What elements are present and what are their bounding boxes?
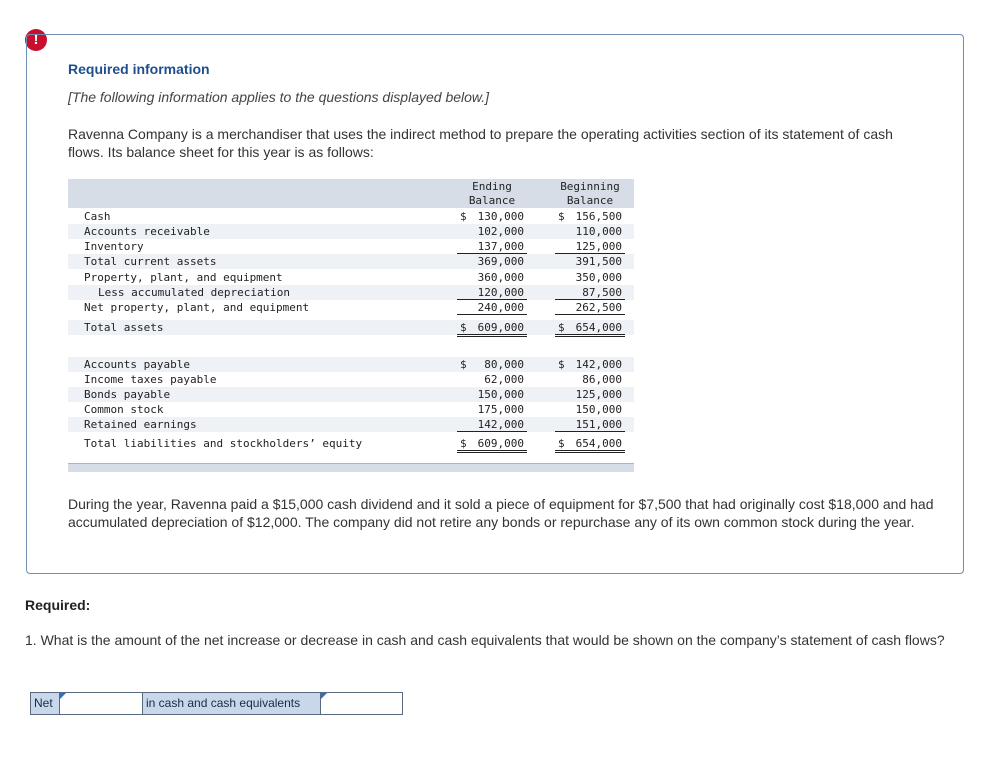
cash-amount-input[interactable] [320,693,402,714]
balance-sheet-row [68,372,634,387]
ending-balance-cell [457,402,527,416]
table-header-band [68,179,634,208]
amount: 151,000 [575,418,622,431]
amount: 120,000 [477,286,524,299]
balance-sheet-row [68,300,634,315]
amount: 102,000 [477,225,524,238]
balance-sheet-row [68,239,634,254]
amount: 262,500 [575,301,622,314]
row-label: Accounts receivable [84,225,210,238]
input-flag-icon [60,693,66,699]
dollar-sign: $ [460,437,467,450]
required-title: Required: [25,597,91,613]
balance-sheet-row [68,209,634,224]
balance-sheet-row [68,285,634,300]
ending-balance-cell [457,239,527,254]
amount: 87,500 [582,286,622,299]
amount: 369,000 [477,255,524,268]
amount: 86,000 [582,373,622,386]
amount: 156,500 [575,210,622,223]
balance-sheet-row [68,417,634,432]
ending-balance-cell [457,357,527,371]
header-ending-line2: Balance [468,194,516,207]
row-label: Inventory [84,240,144,253]
beginning-balance-cell [555,320,625,337]
ending-balance-cell [457,417,527,432]
row-label: Less accumulated depreciation [98,286,291,299]
beginning-balance-cell [555,209,625,223]
amount: 137,000 [477,240,524,253]
amount: 350,000 [575,271,622,284]
dollar-sign: $ [460,358,467,371]
dollar-sign: $ [460,210,467,223]
beginning-balance-cell [555,372,625,386]
dollar-sign: $ [558,210,565,223]
alert-icon: ! [25,29,47,51]
amount: 142,000 [477,418,524,431]
balance-sheet-row [68,254,634,269]
row-label: Total liabilities and stockholders’ equity [84,437,363,450]
amount: 130,000 [477,210,524,223]
row-label: Net property, plant, and equipment [84,301,310,314]
ending-balance-cell [457,372,527,386]
net-direction-input[interactable] [59,693,143,714]
balance-sheet-row [68,402,634,417]
balance-sheet-row [68,387,634,402]
amount: 150,000 [575,403,622,416]
beginning-balance-cell [555,254,625,268]
ending-balance-cell [457,270,527,284]
row-label: Cash [84,210,111,223]
beginning-balance-cell [555,357,625,371]
table-footer-band [68,463,634,472]
amount: 80,000 [484,358,524,371]
intro-text: Ravenna Company is a merchandiser that uses the indirect method to prepare the operating activities section of its statement of cash flows. Its balance sheet for this year is as follows: [68,126,893,160]
ending-balance-cell [457,285,527,300]
dollar-sign: $ [558,321,565,334]
row-label: Bonds payable [84,388,171,401]
ending-balance-cell [457,387,527,401]
row-label: Total current assets [84,255,217,268]
row-label: Retained earnings [84,418,197,431]
amount: 391,500 [575,255,622,268]
row-label: Income taxes payable [84,373,217,386]
required-information-title: Required information [68,61,210,77]
header-beginning-line2: Balance [566,194,614,207]
amount: 609,000 [477,321,524,334]
answer-label-cash: in cash and cash equivalents [143,693,320,714]
header-beginning-line1: Beginning [560,180,620,193]
beginning-balance-cell [555,387,625,401]
balance-sheet-row [68,270,634,285]
input-flag-icon [321,693,327,699]
ending-balance-cell [457,209,527,223]
row-label: Accounts payable [84,358,190,371]
beginning-balance-cell [555,300,625,315]
beginning-balance-cell [555,270,625,284]
dollar-sign: $ [558,437,565,450]
ending-balance-cell [457,254,527,268]
amount: 609,000 [477,437,524,450]
ending-balance-cell [457,224,527,238]
header-ending-balance [457,180,527,208]
ending-balance-cell [457,436,527,453]
balance-sheet-table [68,179,634,471]
balance-sheet-row [68,436,634,451]
applies-note: [The following information applies to the questions displayed below.] [68,89,490,105]
dollar-sign: $ [558,358,565,371]
row-label: Property, plant, and equipment [84,271,283,284]
amount: 125,000 [575,388,622,401]
beginning-balance-cell [555,224,625,238]
amount: 175,000 [477,403,524,416]
amount: 654,000 [575,321,622,334]
amount: 240,000 [477,301,524,314]
amount: 142,000 [575,358,622,371]
amount: 110,000 [575,225,622,238]
question-text: 1. What is the amount of the net increase or decrease in cash and cash equivalents that would be shown on the company’s statement of cash flows? [25,632,945,648]
beginning-balance-cell [555,436,625,453]
row-label: Common stock [84,403,164,416]
answer-label-net: Net [31,693,59,714]
amount: 125,000 [575,240,622,253]
balance-sheet-row [68,357,634,372]
beginning-balance-cell [555,239,625,254]
amount: 150,000 [477,388,524,401]
balance-sheet-row [68,320,634,335]
row-label: Total assets [84,321,164,334]
ending-balance-cell [457,300,527,315]
beginning-balance-cell [555,285,625,300]
amount: 360,000 [477,271,524,284]
amount: 62,000 [484,373,524,386]
beginning-balance-cell [555,417,625,432]
amount: 654,000 [575,437,622,450]
closing-text: During the year, Ravenna paid a $15,000 cash dividend and it sold a piece of equipment for $7,500 that had originally cost $18,000 and had accumulated depreciation of $12,000. The company did not retire any bonds or repurchase any of its own common stock during the year. [68,496,934,530]
balance-sheet-row [68,224,634,239]
answer-row [30,692,403,715]
dollar-sign: $ [460,321,467,334]
ending-balance-cell [457,320,527,337]
header-ending-line1: Ending [472,180,512,193]
beginning-balance-cell [555,402,625,416]
header-beginning-balance [555,180,625,208]
